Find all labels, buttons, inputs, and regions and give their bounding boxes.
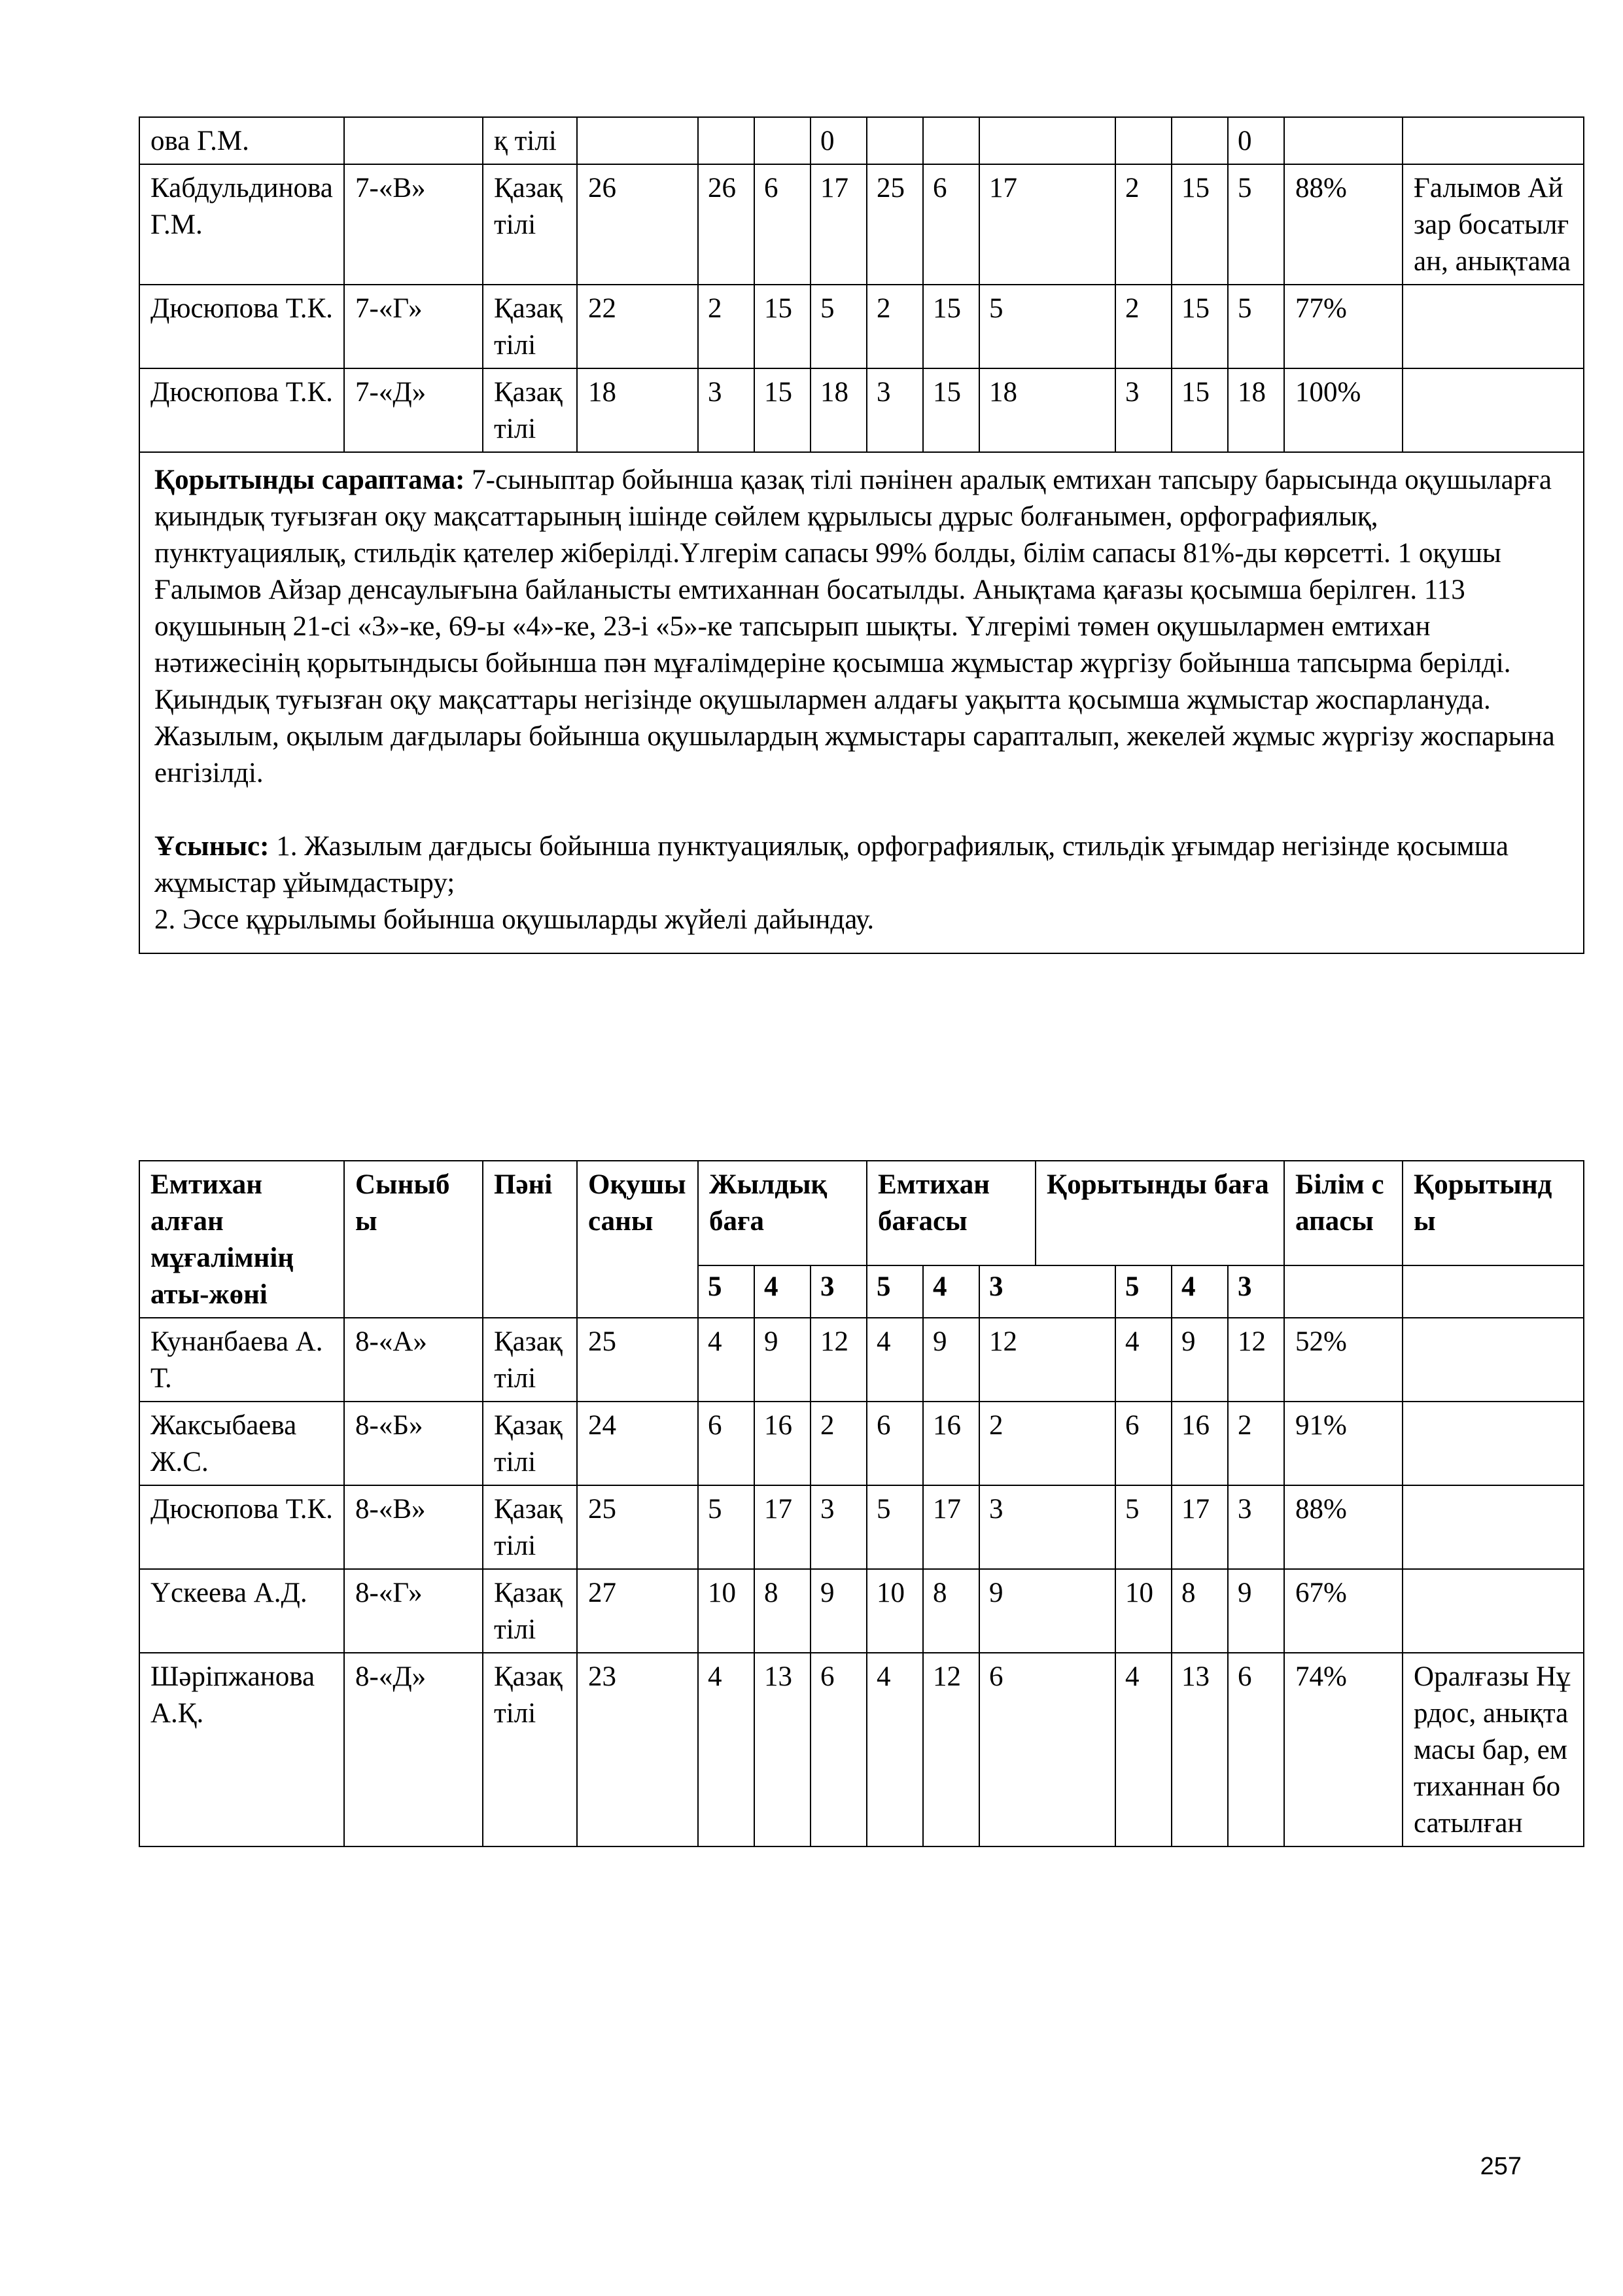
page-number: 257 [1480,2153,1522,2180]
exam-grade-cell: 12 [923,1653,979,1846]
table-row [139,285,1584,368]
teacher-cell: Үскеева А.Д. [139,1569,344,1653]
final-grade-cell: 13 [1172,1653,1228,1846]
teacher-cell: Жаксыбаева Ж.С. [139,1402,344,1485]
final-grade-cell: 9 [1228,1569,1284,1653]
table-row [139,1318,1584,1402]
header-year: Жылдық баға [698,1161,867,1265]
table-row [139,117,1584,164]
year-grade-cell: 4 [698,1653,754,1846]
exam-grade-cell: 9 [979,1569,1115,1653]
recommend-line-2: 2. Эссе құрылымы бойынша оқушыларды жүйелі дайындау. [154,904,875,935]
quality-cell: 52% [1284,1318,1403,1402]
final-grade-cell: 15 [1172,285,1228,368]
teacher-cell: Дюсюпова Т.К. [139,285,344,368]
quality-cell: 77% [1284,285,1403,368]
teacher-cell: Дюсюпова Т.К. [139,1485,344,1569]
header-final: Қорытынды баға [1036,1161,1284,1265]
subject-cell: қ тілі [483,117,577,164]
header-count: Оқушы саны [577,1161,698,1318]
final-grade-cell: 5 [1228,164,1284,285]
count-cell: 25 [577,1485,698,1569]
final-grade-cell: 18 [1228,368,1284,452]
grades-table-8 [139,1160,1584,1847]
count-cell: 18 [577,368,698,452]
count-cell: 24 [577,1402,698,1485]
class-cell: 7-«Д» [344,368,483,452]
year-grade-cell: 3 [811,1485,867,1569]
count-cell: 23 [577,1653,698,1846]
note-cell [1403,1485,1584,1569]
year-grade-cell: 2 [698,285,754,368]
class-cell: 7-«В» [344,164,483,285]
teacher-cell: Кунанбаева А.Т. [139,1318,344,1402]
exam-grade-cell [867,117,923,164]
year-grade-cell: 2 [811,1402,867,1485]
subject-cell: Қазақ тілі [483,1318,577,1402]
count-cell: 27 [577,1569,698,1653]
exam-grade-cell: 25 [867,164,923,285]
quality-cell: 88% [1284,164,1403,285]
year-grade-cell: 5 [698,1485,754,1569]
header-quality: Білім сапасы [1284,1161,1403,1265]
note-cell: Оралғазы Нұрдос, анықтамасы бар, емтиханнан босатылған [1403,1653,1584,1846]
note-cell [1403,285,1584,368]
grades-table-7 [139,116,1584,954]
note-cell [1403,117,1584,164]
final-grade-cell: 3 [1115,368,1172,452]
year-grade-cell: 13 [754,1653,811,1846]
exam-grade-cell: 17 [979,164,1115,285]
subject-cell: Қазақ тілі [483,285,577,368]
quality-cell: 88% [1284,1485,1403,1569]
exam-grade-cell: 8 [923,1569,979,1653]
year-grade-cell: 8 [754,1569,811,1653]
year-grade-cell: 15 [754,285,811,368]
subject-cell: Қазақ тілі [483,1485,577,1569]
final-grade-cell: 8 [1172,1569,1228,1653]
exam-grade-header: 4 [923,1265,979,1318]
header-subject: Пәні [483,1161,577,1318]
table-row [139,1485,1584,1569]
final-grade-cell: 5 [1228,285,1284,368]
class-cell: 8-«В» [344,1485,483,1569]
final-grade-header: 3 [1228,1265,1284,1318]
final-grade-cell: 6 [1115,1402,1172,1485]
exam-grade-cell: 6 [923,164,979,285]
table-row [139,164,1584,285]
note-cell [1403,1402,1584,1485]
quality-cell: 74% [1284,1653,1403,1846]
exam-grade-cell [923,117,979,164]
year-grade-cell: 26 [698,164,754,285]
class-cell: 8-«А» [344,1318,483,1402]
year-grade-cell: 17 [754,1485,811,1569]
recommend-label: Ұсыныс: [154,831,270,862]
class-cell: 7-«Г» [344,285,483,368]
table-row [139,1569,1584,1653]
exam-grade-cell [979,117,1115,164]
year-grade-cell: 4 [698,1318,754,1402]
exam-grade-cell: 18 [979,368,1115,452]
final-grade-cell [1115,117,1172,164]
class-cell: 8-«Б» [344,1402,483,1485]
final-grade-header: 4 [1172,1265,1228,1318]
year-grade-cell: 15 [754,368,811,452]
quality-cell [1284,117,1403,164]
year-grade-cell: 6 [811,1653,867,1846]
exam-grade-cell: 5 [979,285,1115,368]
year-grade-cell: 9 [811,1569,867,1653]
year-grade-cell: 0 [811,117,867,164]
teacher-cell: Шәріпжанова А.Қ. [139,1653,344,1846]
exam-grade-cell: 3 [867,368,923,452]
subject-cell: Қазақ тілі [483,164,577,285]
final-grade-cell: 2 [1228,1402,1284,1485]
year-grade-cell: 10 [698,1569,754,1653]
year-grade-header: 3 [811,1265,867,1318]
summary-text: 7-сыныптар бойынша қазақ тілі пәнінен аралық емтихан тапсыру барысында оқушыларға қиындық туғызған оқу мақсаттарының ішінде сөйлем құрылысы дұрыс болғанымен, орфографиялық, пунктуациялық, стильдік қателер жіберілді.Үлгерім сапасы 99% болды, білім сапасы 81%-ды көрсетті. 1 оқушы Ғалымов Айзар денсаулығына байланысты емтиханнан босатылды. Анықтама қағазы қосымша берілген. 113 оқушының 21-сі «3»-ке, 69-ы «4»-ке, 23-і «5»-ке тапсырып шықты. Үлгерімі төмен оқушылармен емтихан нәтижесінің қорытындысы бойынша пән мұғалімдеріне қосымша жұмыстар жүргізу бойынша тапсырма берілді. Қиындық туғызған оқу мақсаттары негізінде оқушылармен алдағы уақытта қосымша жұмыстар жоспарлануда. Жазылым, оқылым дағдылары бойынша оқушылардың жұмыстары сарапталып, жекелей жұмыс жүргізу жоспарына енгізілді. [154,465,1555,788]
teacher-cell: Кабдульдинова Г.М. [139,164,344,285]
count-cell: 25 [577,1318,698,1402]
exam-grade-cell: 16 [923,1402,979,1485]
exam-grade-cell: 17 [923,1485,979,1569]
exam-grade-cell: 2 [867,285,923,368]
exam-grade-cell: 5 [867,1485,923,1569]
table-row [139,368,1584,452]
exam-grade-header: 3 [979,1265,1115,1318]
exam-grade-cell: 6 [867,1402,923,1485]
header-teacher: Емтихан алған мұғалімнің аты-жөні [139,1161,344,1318]
final-grade-cell: 17 [1172,1485,1228,1569]
exam-grade-cell: 10 [867,1569,923,1653]
final-grade-cell: 15 [1172,368,1228,452]
quality-cell: 67% [1284,1569,1403,1653]
year-grade-cell: 18 [811,368,867,452]
note-cell [1403,1569,1584,1653]
year-grade-cell: 12 [811,1318,867,1402]
table-row [139,1402,1584,1485]
class-cell: 8-«Г» [344,1569,483,1653]
quality-sub-empty [1284,1265,1403,1318]
subject-cell: Қазақ тілі [483,1402,577,1485]
exam-grade-cell: 2 [979,1402,1115,1485]
final-grade-cell: 5 [1115,1485,1172,1569]
recommend-line-1: 1. Жазылым дағдысы бойынша пунктуациялық, орфографиялық, стильдік ұғымдар негізінде қосымша жұмыстар ұйымдастыру; [154,831,1509,898]
teacher-cell: ова Г.М. [139,117,344,164]
exam-grade-cell: 15 [923,368,979,452]
count-cell: 22 [577,285,698,368]
class-cell [344,117,483,164]
exam-grade-cell: 3 [979,1485,1115,1569]
quality-cell: 91% [1284,1402,1403,1485]
table-row [139,1653,1584,1846]
subject-cell: Қазақ тілі [483,368,577,452]
subject-cell: Қазақ тілі [483,1569,577,1653]
count-cell [577,117,698,164]
header-note: Қорытынды [1403,1161,1584,1265]
note-cell: Ғалымов Айзар босатылған, анықтама [1403,164,1584,285]
final-grade-cell: 0 [1228,117,1284,164]
year-grade-cell: 9 [754,1318,811,1402]
exam-grade-cell: 9 [923,1318,979,1402]
year-grade-cell: 16 [754,1402,811,1485]
exam-grade-header: 5 [867,1265,923,1318]
year-grade-cell: 5 [811,285,867,368]
final-grade-cell: 6 [1228,1653,1284,1846]
final-grade-cell: 4 [1115,1653,1172,1846]
year-grade-cell [698,117,754,164]
year-grade-header: 4 [754,1265,811,1318]
final-grade-cell: 10 [1115,1569,1172,1653]
summary-cell [139,452,1584,953]
quality-cell: 100% [1284,368,1403,452]
year-grade-cell: 6 [698,1402,754,1485]
header-exam: Емтихан бағасы [867,1161,1036,1265]
count-cell: 26 [577,164,698,285]
exam-grade-cell: 15 [923,285,979,368]
exam-grade-cell: 12 [979,1318,1115,1402]
final-grade-cell: 4 [1115,1318,1172,1402]
final-grade-cell [1172,117,1228,164]
note-sub-empty [1403,1265,1584,1318]
year-grade-cell: 17 [811,164,867,285]
teacher-cell: Дюсюпова Т.К. [139,368,344,452]
final-grade-cell: 2 [1115,285,1172,368]
final-grade-cell: 16 [1172,1402,1228,1485]
final-grade-cell: 2 [1115,164,1172,285]
final-grade-cell: 9 [1172,1318,1228,1402]
year-grade-cell: 3 [698,368,754,452]
year-grade-cell [754,117,811,164]
exam-grade-cell: 4 [867,1318,923,1402]
class-cell: 8-«Д» [344,1653,483,1846]
final-grade-header: 5 [1115,1265,1172,1318]
final-grade-cell: 15 [1172,164,1228,285]
note-cell [1403,1318,1584,1402]
note-cell [1403,368,1584,452]
final-grade-cell: 12 [1228,1318,1284,1402]
summary-label: Қорытынды сараптама: [154,465,465,495]
exam-grade-cell: 4 [867,1653,923,1846]
year-grade-header: 5 [698,1265,754,1318]
exam-grade-cell: 6 [979,1653,1115,1846]
year-grade-cell: 6 [754,164,811,285]
subject-cell: Қазақ тілі [483,1653,577,1846]
header-class: Сыныбы [344,1161,483,1318]
final-grade-cell: 3 [1228,1485,1284,1569]
